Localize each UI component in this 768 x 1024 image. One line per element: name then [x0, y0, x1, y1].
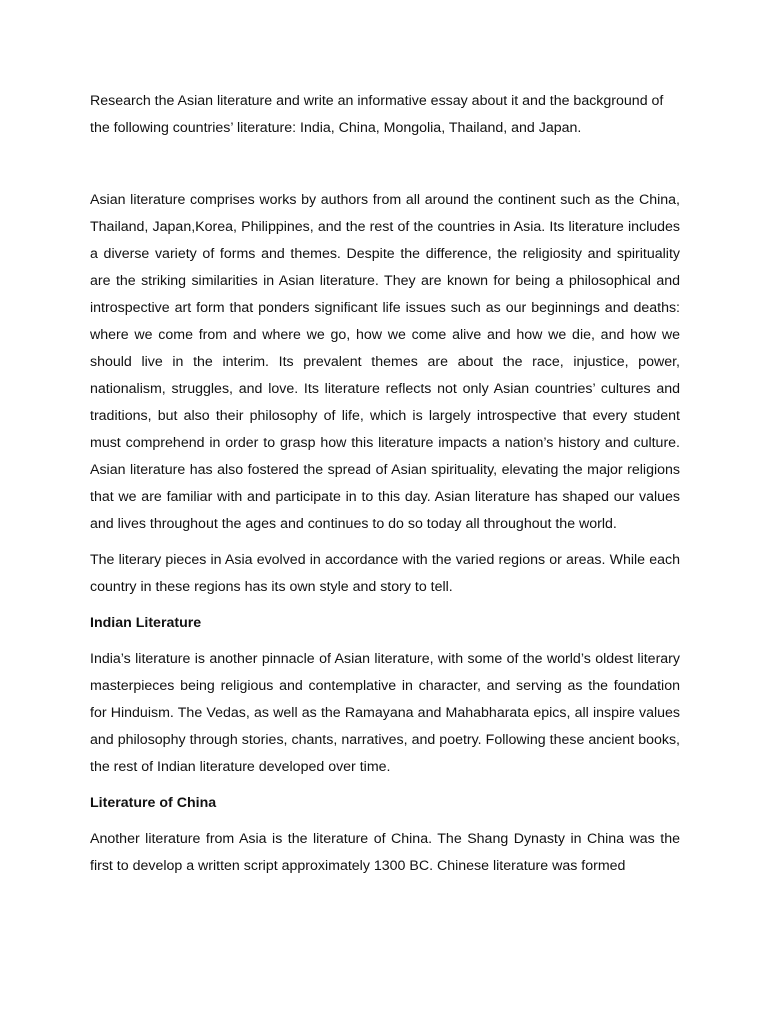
indian-literature-paragraph: India’s literature is another pinnacle of Asian literature, with some of the world’s oldest literary masterpieces being religious and contemplative in character, and serving as the foundation for Hinduism. The Vedas, as well as the Ramayana and Mahabharata epics, all inspire values and philosophy through stories, chants, narratives, and poetry. Following these ancient books, the rest of Indian literature developed over time.: [90, 651, 680, 775]
essay-prompt: Research the Asian literature and write an informative essay about it and the background of the following countries’ literature: India, China, Mongolia, Thailand, and Japan.: [90, 93, 664, 136]
document-page: [90, 88, 680, 880]
intro-paragraph: Asian literature comprises works by authors from all around the continent such as the China, Thailand, Japan,Korea, Philippines, and the rest of the countries in Asia. Its literature includes a diverse variety of forms and themes. Despite the difference, the religiosity and spirituality are the striking similarities in Asian literature. They are known for being a philosophical and introspective art form that ponders significant life issues such as our beginnings and deaths: where we come from and where we go, how we come alive and how we die, and how we should live in the interim. Its prevalent themes are about the race, injustice, power, nationalism, struggles, and love. Its literature reflects not only Asian countries’ cultures and traditions, but also their philosophy of life, which is largely introspective that every student must comprehend in order to grasp how this literature impacts a nation’s history and culture. Asian literature has also fostered the spread of Asian spirituality, elevating the major religions that we are familiar with and participate in to this day. Asian literature has shaped our values and lives throughout the ages and continues to do so today all throughout the world.: [90, 192, 680, 532]
section-heading-indian-literature: Indian Literature: [90, 615, 202, 631]
china-literature-paragraph: Another literature from Asia is the literature of China. The Shang Dynasty in China was the first to develop a written script approximately 1300 BC. Chinese literature was formed: [90, 831, 680, 874]
regions-paragraph: The literary pieces in Asia evolved in accordance with the varied regions or areas. While each country in these regions has its own style and story to tell.: [90, 552, 680, 595]
section-heading-literature-of-china: Literature of China: [90, 795, 217, 811]
